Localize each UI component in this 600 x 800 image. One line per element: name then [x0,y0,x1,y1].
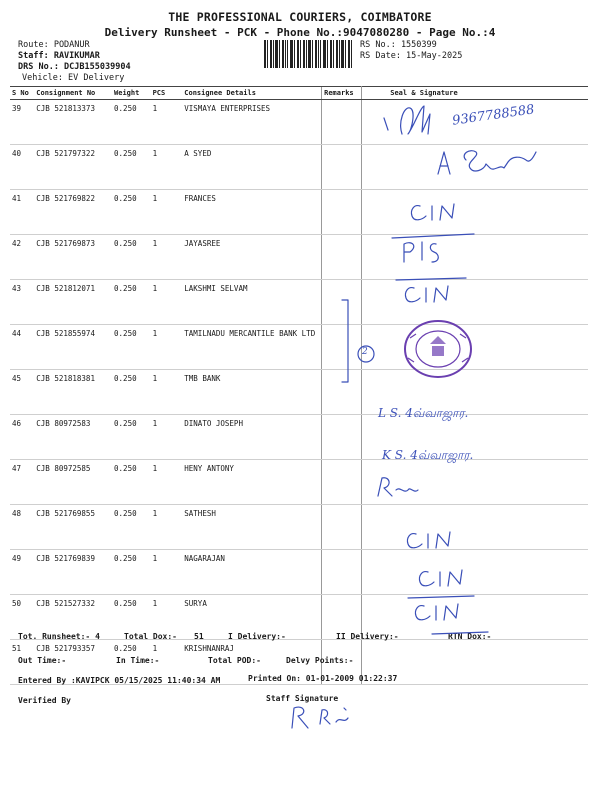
cell-remarks [322,145,362,190]
cell-signature [362,505,588,550]
cell-consignee: JAYASREE [182,235,321,280]
bracket-note: 2 [362,347,368,357]
runsheet-title: Delivery Runsheet - PCK - Phone No.:9047080280 - Page No.:4 [104,26,496,39]
signature-row-43 [392,276,472,306]
cell-remarks [322,235,362,280]
cell-pcs: 1 [151,235,183,280]
handwritten-note-row-47: K S. 4வ்வாஜார. [382,448,474,462]
in-time-label: In Time:- [116,656,160,665]
cell-consignment: CJB 521769873 [34,235,112,280]
col-weight-header: Weight [112,87,151,100]
cell-consignment: CJB 521813373 [34,100,112,145]
staff-signature-label: Staff Signature [266,694,339,703]
cell-pcs: 1 [151,595,183,640]
rtn-strike-mark [430,628,490,638]
cell-remarks [322,100,362,145]
cell-weight: 0.250 [112,145,151,190]
cell-pcs: 1 [151,415,183,460]
cell-weight: 0.250 [112,460,151,505]
cell-pcs: 1 [151,280,183,325]
cell-weight: 0.250 [112,505,151,550]
handwritten-phone: 9367788588 [451,102,536,129]
cell-consignment: CJB 521769855 [34,505,112,550]
cell-consignee: SURYA [182,595,321,640]
cell-sno: 47 [10,460,34,505]
cell-pcs: 1 [151,460,183,505]
verified-by-label: Verified By [18,696,71,705]
cell-pcs: 1 [151,550,183,595]
cell-weight: 0.250 [112,190,151,235]
cell-consignment: CJB 521797322 [34,145,112,190]
table-row [10,190,588,235]
cell-consignment: CJB 521812071 [34,280,112,325]
handwritten-note-row-46: L S. 4வ்வாஜார. [378,406,469,420]
cell-sno: 48 [10,505,34,550]
cell-weight: 0.250 [112,415,151,460]
cell-consignment: CJB 521818381 [34,370,112,415]
cell-pcs: 1 [151,370,183,415]
cell-consignee: KRISHNANRAJ [182,640,321,685]
cell-sno: 39 [10,100,34,145]
staff-signature [286,700,356,732]
out-time-label: Out Time:- [18,656,67,665]
bank-stamp [402,318,474,380]
total-dox-value: 51 [194,632,204,641]
table-header-row [10,87,588,100]
table-row [10,550,588,595]
delvy-points-label: Delvy Points:- [286,656,354,665]
cell-consignee: VISMAYA ENTERPRISES [182,100,321,145]
table-row [10,235,588,280]
entered-by: Entered By :KAVIPCK 05/15/2025 11:40:34 AM [18,676,221,685]
cell-consignee: SATHESH [182,505,321,550]
total-pod-label: Total POD:- [208,656,261,665]
signature-row-50 [410,562,480,592]
cell-weight: 0.250 [112,235,151,280]
cell-pcs: 1 [151,325,183,370]
cell-weight: 0.250 [112,280,151,325]
cell-sno: 44 [10,325,34,370]
cell-sno: 49 [10,550,34,595]
signature-row-41 [400,196,480,226]
table-row [10,505,588,550]
cell-sno: 51 [10,640,34,685]
col-signature-header: Seal & Signature [362,87,588,100]
cell-remarks [322,190,362,235]
cell-weight: 0.250 [112,550,151,595]
cell-sno: 50 [10,595,34,640]
route-label: Route: PODANUR [18,40,90,50]
barcode [264,40,352,68]
company-title: THE PROFESSIONAL COURIERS, COIMBATORE [168,10,432,24]
cell-pcs: 1 [151,640,183,685]
cell-consignee: TAMILNADU MERCANTILE BANK LTD [182,325,321,370]
cell-sno: 40 [10,145,34,190]
cell-weight: 0.250 [112,100,151,145]
cell-consignment: CJB 521793357 [34,640,112,685]
cell-consignee: NAGARAJAN [182,550,321,595]
cell-remarks [322,550,362,595]
cell-pcs: 1 [151,100,183,145]
col-consignment-header: Consignment No [34,87,112,100]
col-pcs-header: PCS [151,87,183,100]
bracket-mark [340,298,380,386]
cell-weight: 0.250 [112,640,151,685]
vehicle-label: Vehicle: EV Delivery [22,73,125,83]
cell-consignment: CJB 80972585 [34,460,112,505]
cell-remarks [322,460,362,505]
staff-label: Staff: RAVIKUMAR [18,51,100,61]
col-sno-header: S No [10,87,34,100]
ii-delivery-label: II Delivery:- [336,632,399,641]
signature-row-40 [430,142,550,178]
cell-consignment: CJB 80972583 [34,415,112,460]
table-row [10,325,588,370]
cell-sno: 46 [10,415,34,460]
rs-number: RS No.: 1550399 [360,40,437,50]
cell-sno: 41 [10,190,34,235]
cell-sno: 43 [10,280,34,325]
cell-weight: 0.250 [112,595,151,640]
cell-sno: 42 [10,235,34,280]
cell-consignee: LAKSHMI SELVAM [182,280,321,325]
cell-consignee: FRANCES [182,190,321,235]
cell-pcs: 1 [151,190,183,235]
signature-row-49 [400,524,470,552]
cell-weight: 0.250 [112,370,151,415]
table-row [10,280,588,325]
total-dox-label: Total Dox:- [124,632,177,641]
cell-consignee: A SYED [182,145,321,190]
col-consignee-header: Consignee Details [182,87,321,100]
cell-consignment: CJB 521527332 [34,595,112,640]
signature-row-48 [372,472,432,502]
signature-row-42 [388,232,478,266]
cell-consignment: CJB 521769822 [34,190,112,235]
col-remarks-header: Remarks [322,87,362,100]
cell-weight: 0.250 [112,325,151,370]
signature-row-51 [404,592,484,624]
cell-consignment: CJB 521769839 [34,550,112,595]
cell-signature [362,325,588,370]
cell-remarks [322,415,362,460]
cell-sno: 45 [10,370,34,415]
drs-number: DRS No.: DCJB155039904 [18,62,131,72]
printed-on: Printed On: 01-01-2009 01:22:37 [248,674,398,683]
i-delivery-label: I Delivery:- [228,632,286,641]
cell-pcs: 1 [151,505,183,550]
cell-consignee: HENY ANTONY [182,460,321,505]
cell-consignment: CJB 521855974 [34,325,112,370]
table-row [10,460,588,505]
cell-pcs: 1 [151,145,183,190]
table-row [10,415,588,460]
cell-remarks [322,505,362,550]
cell-consignee: TMB BANK [182,370,321,415]
rs-date: RS Date: 15-May-2025 [360,51,463,61]
rtn-dox-label: RTN Dox:- [448,632,492,641]
table-row [10,370,588,415]
cell-consignee: DINATO JOSEPH [182,415,321,460]
tot-runsheet: Tot. Runsheet:- 4 [18,632,100,641]
